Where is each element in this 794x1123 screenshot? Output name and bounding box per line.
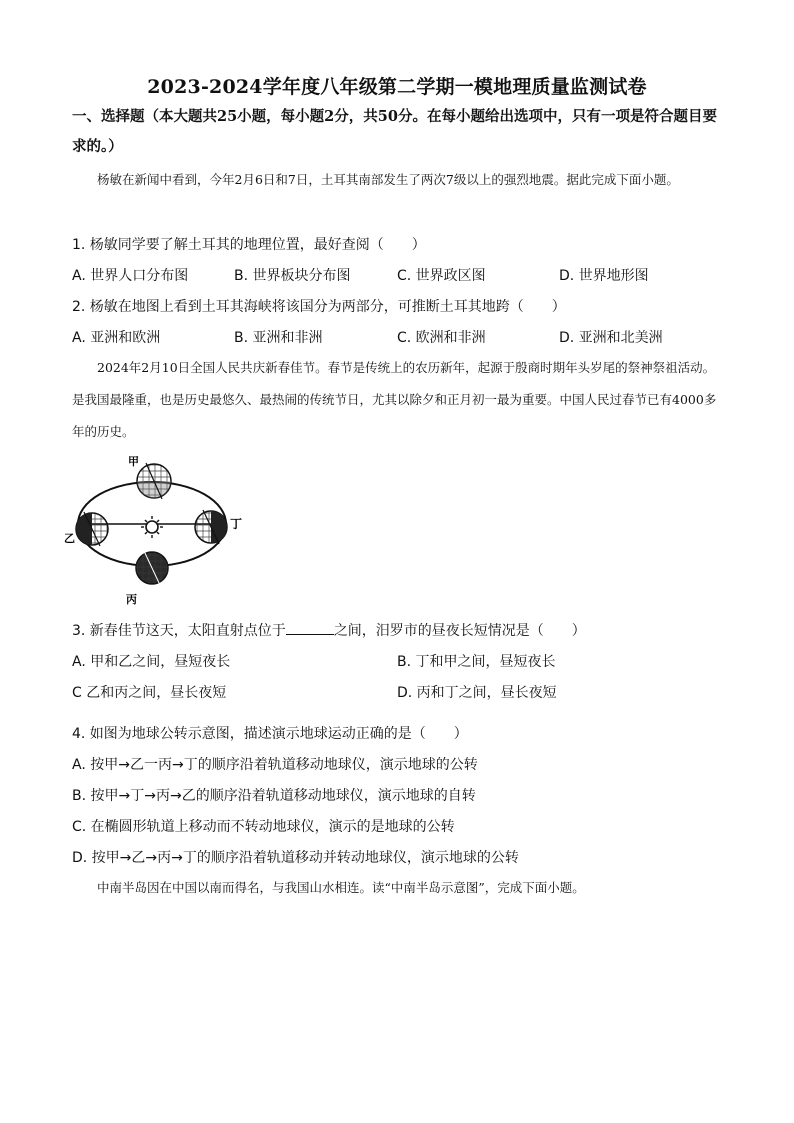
section-1-heading: 一、选择题（本大题共25小题，每小题2分，共50分。在每小题给出选项中，只有一项是符合题目要求的。） [72, 108, 717, 155]
globe-ding-icon [195, 510, 227, 544]
question-3-stem-pre: 3. 新春佳节这天，太阳直射点位于 [72, 623, 286, 639]
diagram-label-jia: 甲 [128, 455, 139, 468]
question-1-option-a[interactable]: A. 世界人口分布图 [72, 268, 189, 284]
sun-icon [141, 516, 163, 538]
diagram-label-yi: 乙 [64, 532, 75, 545]
intro-spring-festival: 2024年2月10日全国人民共庆新春佳节。春节是传统上的农历新年，起源于殷商时期年头岁尾的祭神祭祖活动。是我国最隆重，也是历史最悠久、最热闹的传统节日，尤其以除夕和正月初一最为重要。中国人民过春节已有4000多年的历史。 [72, 360, 717, 439]
intro-turkey: 杨敏在新闻中看到，今年2月6日和7日，土耳其南部发生了两次7级以上的强烈地震。据此完成下面小题。 [97, 172, 679, 187]
diagram-label-bing: 丙 [126, 593, 137, 606]
question-2-option-d[interactable]: D. 亚洲和北美洲 [559, 330, 663, 346]
globe-yi-icon [76, 512, 108, 546]
exam-title: 2023-2024学年度八年级第二学期一模地理质量监测试卷 [147, 76, 647, 98]
intro-indochina: 中南半岛因在中国以南而得名，与我国山水相连。读“中南半岛示意图”，完成下面小题。 [97, 880, 585, 895]
question-1-option-d[interactable]: D. 世界地形图 [559, 268, 649, 284]
question-2-option-b[interactable]: B. 亚洲和非洲 [234, 330, 323, 346]
question-4-option-a[interactable]: A. 按甲→乙一丙→丁的顺序沿着轨道移动地球仪，演示地球的公转 [72, 757, 478, 773]
question-1-stem: 1. 杨敏同学要了解土耳其的地理位置，最好查阅（ ） [72, 237, 426, 253]
question-2-stem: 2. 杨敏在地图上看到土耳其海峡将该国分为两部分，可推断土耳其地跨（ ） [72, 299, 566, 315]
question-3-blank[interactable] [286, 620, 334, 635]
question-3-option-a[interactable]: A. 甲和乙之间，昼短夜长 [72, 654, 231, 670]
question-4-option-b[interactable]: B. 按甲→丁→丙→乙的顺序沿着轨道移动地球仪，演示地球的自转 [72, 788, 476, 804]
globe-bing-icon [136, 551, 168, 585]
question-3-stem [72, 620, 586, 640]
question-2-option-a[interactable]: A. 亚洲和欧洲 [72, 330, 161, 346]
question-2-option-c[interactable]: C. 欧洲和非洲 [397, 330, 486, 346]
globe-jia-icon [137, 463, 171, 499]
question-3-option-d[interactable]: D. 丙和丁之间，昼长夜短 [397, 685, 557, 701]
question-4-stem: 4. 如图为地球公转示意图，描述演示地球运动正确的是（ ） [72, 726, 468, 742]
question-3-option-c[interactable]: C 乙和丙之间，昼长夜短 [72, 685, 227, 701]
diagram-label-ding: 丁 [230, 517, 242, 531]
question-4-option-d[interactable]: D. 按甲→乙→丙→丁的顺序沿着轨道移动并转动地球仪，演示地球的公转 [72, 850, 519, 866]
question-3-option-b[interactable]: B. 丁和甲之间，昼短夜长 [397, 654, 556, 670]
earth-revolution-diagram [62, 450, 242, 608]
question-4-option-c[interactable]: C. 在椭圆形轨道上移动而不转动地球仪，演示的是地球的公转 [72, 819, 455, 835]
question-3-stem-post: 之间，汨罗市的昼夜长短情况是（ ） [333, 623, 586, 639]
question-1-option-c[interactable]: C. 世界政区图 [397, 268, 486, 284]
question-1-option-b[interactable]: B. 世界板块分布图 [234, 268, 351, 284]
